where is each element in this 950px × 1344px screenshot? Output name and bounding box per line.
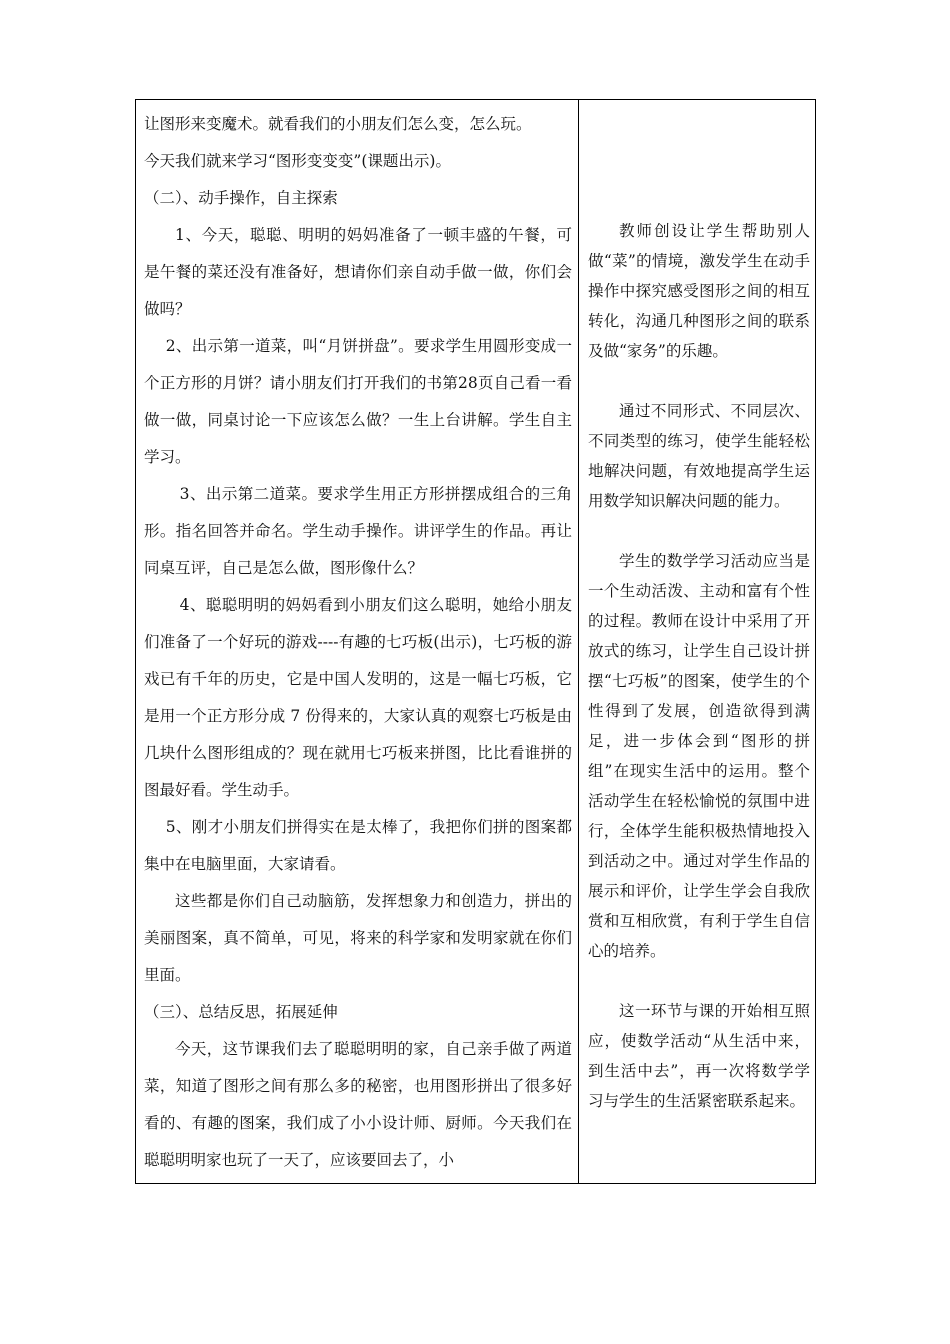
intent-note-3: 学生的数学学习活动应当是一个生动活泼、主动和富有个性的过程。教师在设计中采用了开放式的练习，让学生自己设计拼摆“七巧板”的图案，使学生的个性得到了发展，创造欲得到满足，进一步体会到“图形的拼组”在现实生活中的运用。整个活动学生在轻松愉悦的氛围中进行，全体学生能积极热情地投入到活动之中。通过对学生作品的展示和评价，让学生学会自我欣赏和互相欣赏，有利于学生自信心的培养。 [588, 552, 810, 960]
column-divider [578, 100, 579, 1183]
teaching-process-column [144, 106, 572, 1179]
lesson-plan-table [135, 99, 816, 1184]
step-1-paragraph: 1、今天，聪聪、明明的妈妈准备了一顿丰盛的午餐，可是午餐的菜还没有准备好，想请你们亲自动手做一做，你们会做吗？ [144, 226, 572, 318]
step-4-paragraph: 4、聪聪明明的妈妈看到小朋友们这么聪明，她给小朋友们准备了一个好玩的游戏----有趣的七巧板(出示)，七巧板的游戏已有千年的历史，它是中国人发明的，这是一幅七巧板，它是用一个正方形分成 7 份得来的，大家认真的观察七巧板是由几块什么图形组成的？现在就用七巧板来拼图，比比看谁拼的图最好看。学生动手。 [144, 596, 572, 799]
section-2-heading: （二）、动手操作，自主探索 [144, 189, 338, 207]
conclusion-paragraph: 今天，这节课我们去了聪聪明明的家，自己亲手做了两道菜，知道了图形之间有那么多的秘密，也用图形拼出了很多好看的、有趣的图案，我们成了小小设计师、厨师。今天我们在聪聪明明家也玩了一天了，应该要回去了，小 [144, 1040, 572, 1169]
summary-of-patterns-paragraph: 这些都是你们自己动脑筋，发挥想象力和创造力，拼出的美丽图案，真不简单，可见，将来的科学家和发明家就在你们里面。 [144, 892, 572, 984]
step-3-paragraph: 3、出示第二道菜。要求学生用正方形拼摆成组合的三角形。指名回答并命名。学生动手操作。讲评学生的作品。再让同桌互评，自己是怎么做，图形像什么？ [144, 485, 572, 577]
section-3-heading: （三）、总结反思，拓展延伸 [144, 1003, 338, 1021]
intro-line-2: 今天我们就来学习“图形变变变”(课题出示)。 [144, 152, 451, 170]
step-5-paragraph: 5、刚才小朋友们拼得实在是太棒了，我把你们拼的图案都集中在电脑里面，大家请看。 [144, 818, 572, 873]
intent-note-4: 这一环节与课的开始相互照应，使数学活动“从生活中来，到生活中去”，再一次将数学学习与学生的生活紧密联系起来。 [588, 1002, 810, 1110]
intent-note-2: 通过不同形式、不同层次、不同类型的练习，使学生能轻松地解决问题，有效地提高学生运用数学知识解决问题的能力。 [588, 402, 810, 510]
step-2-paragraph: 2、出示第一道菜，叫“月饼拼盘”。要求学生用圆形变成一个正方形的月饼？请小朋友们打开我们的书第28页自己看一看做一做，同桌讨论一下应该怎么做？一生上台讲解。学生自主学习。 [144, 337, 572, 466]
intro-line-1: 让图形来变魔术。就看我们的小朋友们怎么变，怎么玩。 [144, 115, 532, 133]
intent-note-1: 教师创设让学生帮助别人做“菜”的情境，激发学生在动手操作中探究感受图形之间的相互转化，沟通几种图形之间的联系及做“家务”的乐趣。 [588, 222, 810, 360]
design-intent-column [588, 216, 810, 1116]
